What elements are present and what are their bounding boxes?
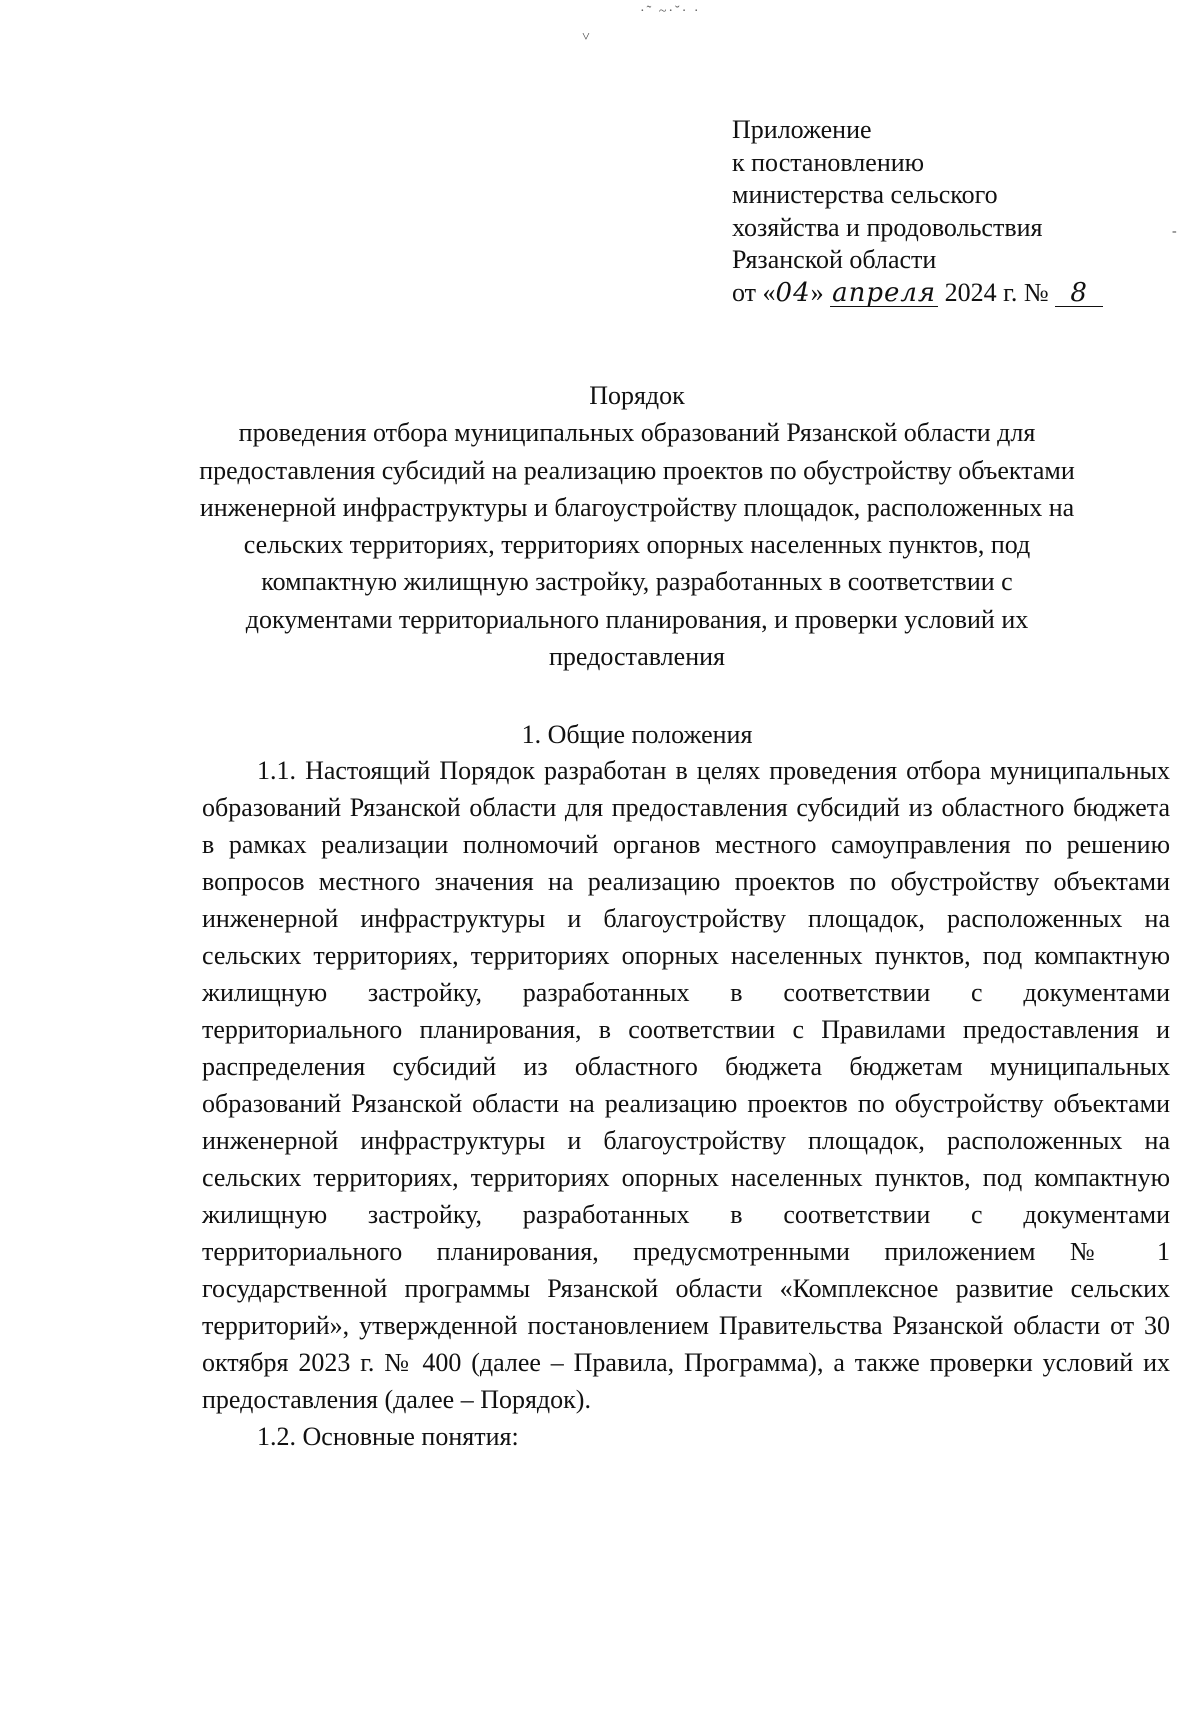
title-heading: Порядок [589,381,685,410]
document-title [190,377,1084,675]
paragraph-1-1: 1.1. Настоящий Порядок разработан в целях проведения отбора муниципальных образований Рязанской области для предоставления субсидий из областного бюджета в рамках реализации полномочий органов местного самоуправления по решению вопросов местного значения на реализацию проектов по обустройству объектами инженерной инфраструктуры и благоустройству площадок, расположенных на сельских территориях, территориях опорных населенных пунктов, под компактную жилищную застройку, разработанных в соответствии с документами территориального планирования, в соответствии с Правилами предоставления и распределения субсидий из областного бюджета бюджетам муниципальных образований Рязанской области на реализацию проектов по обустройству объектами инженерной инфраструктуры и благоустройству площадок, расположенных на сельских территориях, территориях опорных населенных пунктов, под компактную жилищную застройку, разработанных в соответствии с документами территориального планирования, предусмотренными приложением № 1 государственной программы Рязанской области «Комплексное развитие сельских территорий», утвержденной постановлением Правительства Рязанской области от 30 октября 2023 г. № 400 (далее – Правила, Программа), а также проверки условий их предоставления (далее – Порядок). [202,756,1170,1414]
appendix-line-2: к постановлению [732,147,925,177]
appendix-block [732,114,1103,309]
scan-artifact-top: ·˜ ~·˘· · [640,4,701,19]
date-from-label: от [732,277,757,307]
handwritten-day: 04 [775,277,811,308]
paragraph-1-2: 1.2. Основные понятия: [257,1422,519,1451]
document-body [202,752,1170,1455]
quote-close: » [810,277,824,307]
appendix-date-line [732,277,1103,310]
appendix-line-5: Рязанской области [732,245,937,274]
quote-open: « [762,277,776,307]
appendix-line-1: Приложение [732,115,872,144]
handwritten-month: апреля [832,277,937,308]
appendix-line-4: хозяйства и продовольствия [732,212,1043,242]
scan-artifact-right: - [1172,224,1177,239]
appendix-line-3: министерства сельского [732,180,998,209]
handwritten-document-number: 8 [1055,280,1103,307]
year-number-label: 2024 г. № [944,277,1049,307]
scan-artifact-mid: ˅ [582,30,590,45]
title-body: проведения отбора муниципальных образований Рязанской области для предоставления субсидий на реализацию проектов по обустройству объектами инженерной инфраструктуры и благоустройству площадок, расположенных на сельских территориях, территориях опорных населенных пунктов, под компактную жилищную застройку, разработанных в соответствии с документами территориального планирования, и проверки условий их предоставления [199,418,1075,672]
section-heading: 1. Общие положения [521,720,753,749]
